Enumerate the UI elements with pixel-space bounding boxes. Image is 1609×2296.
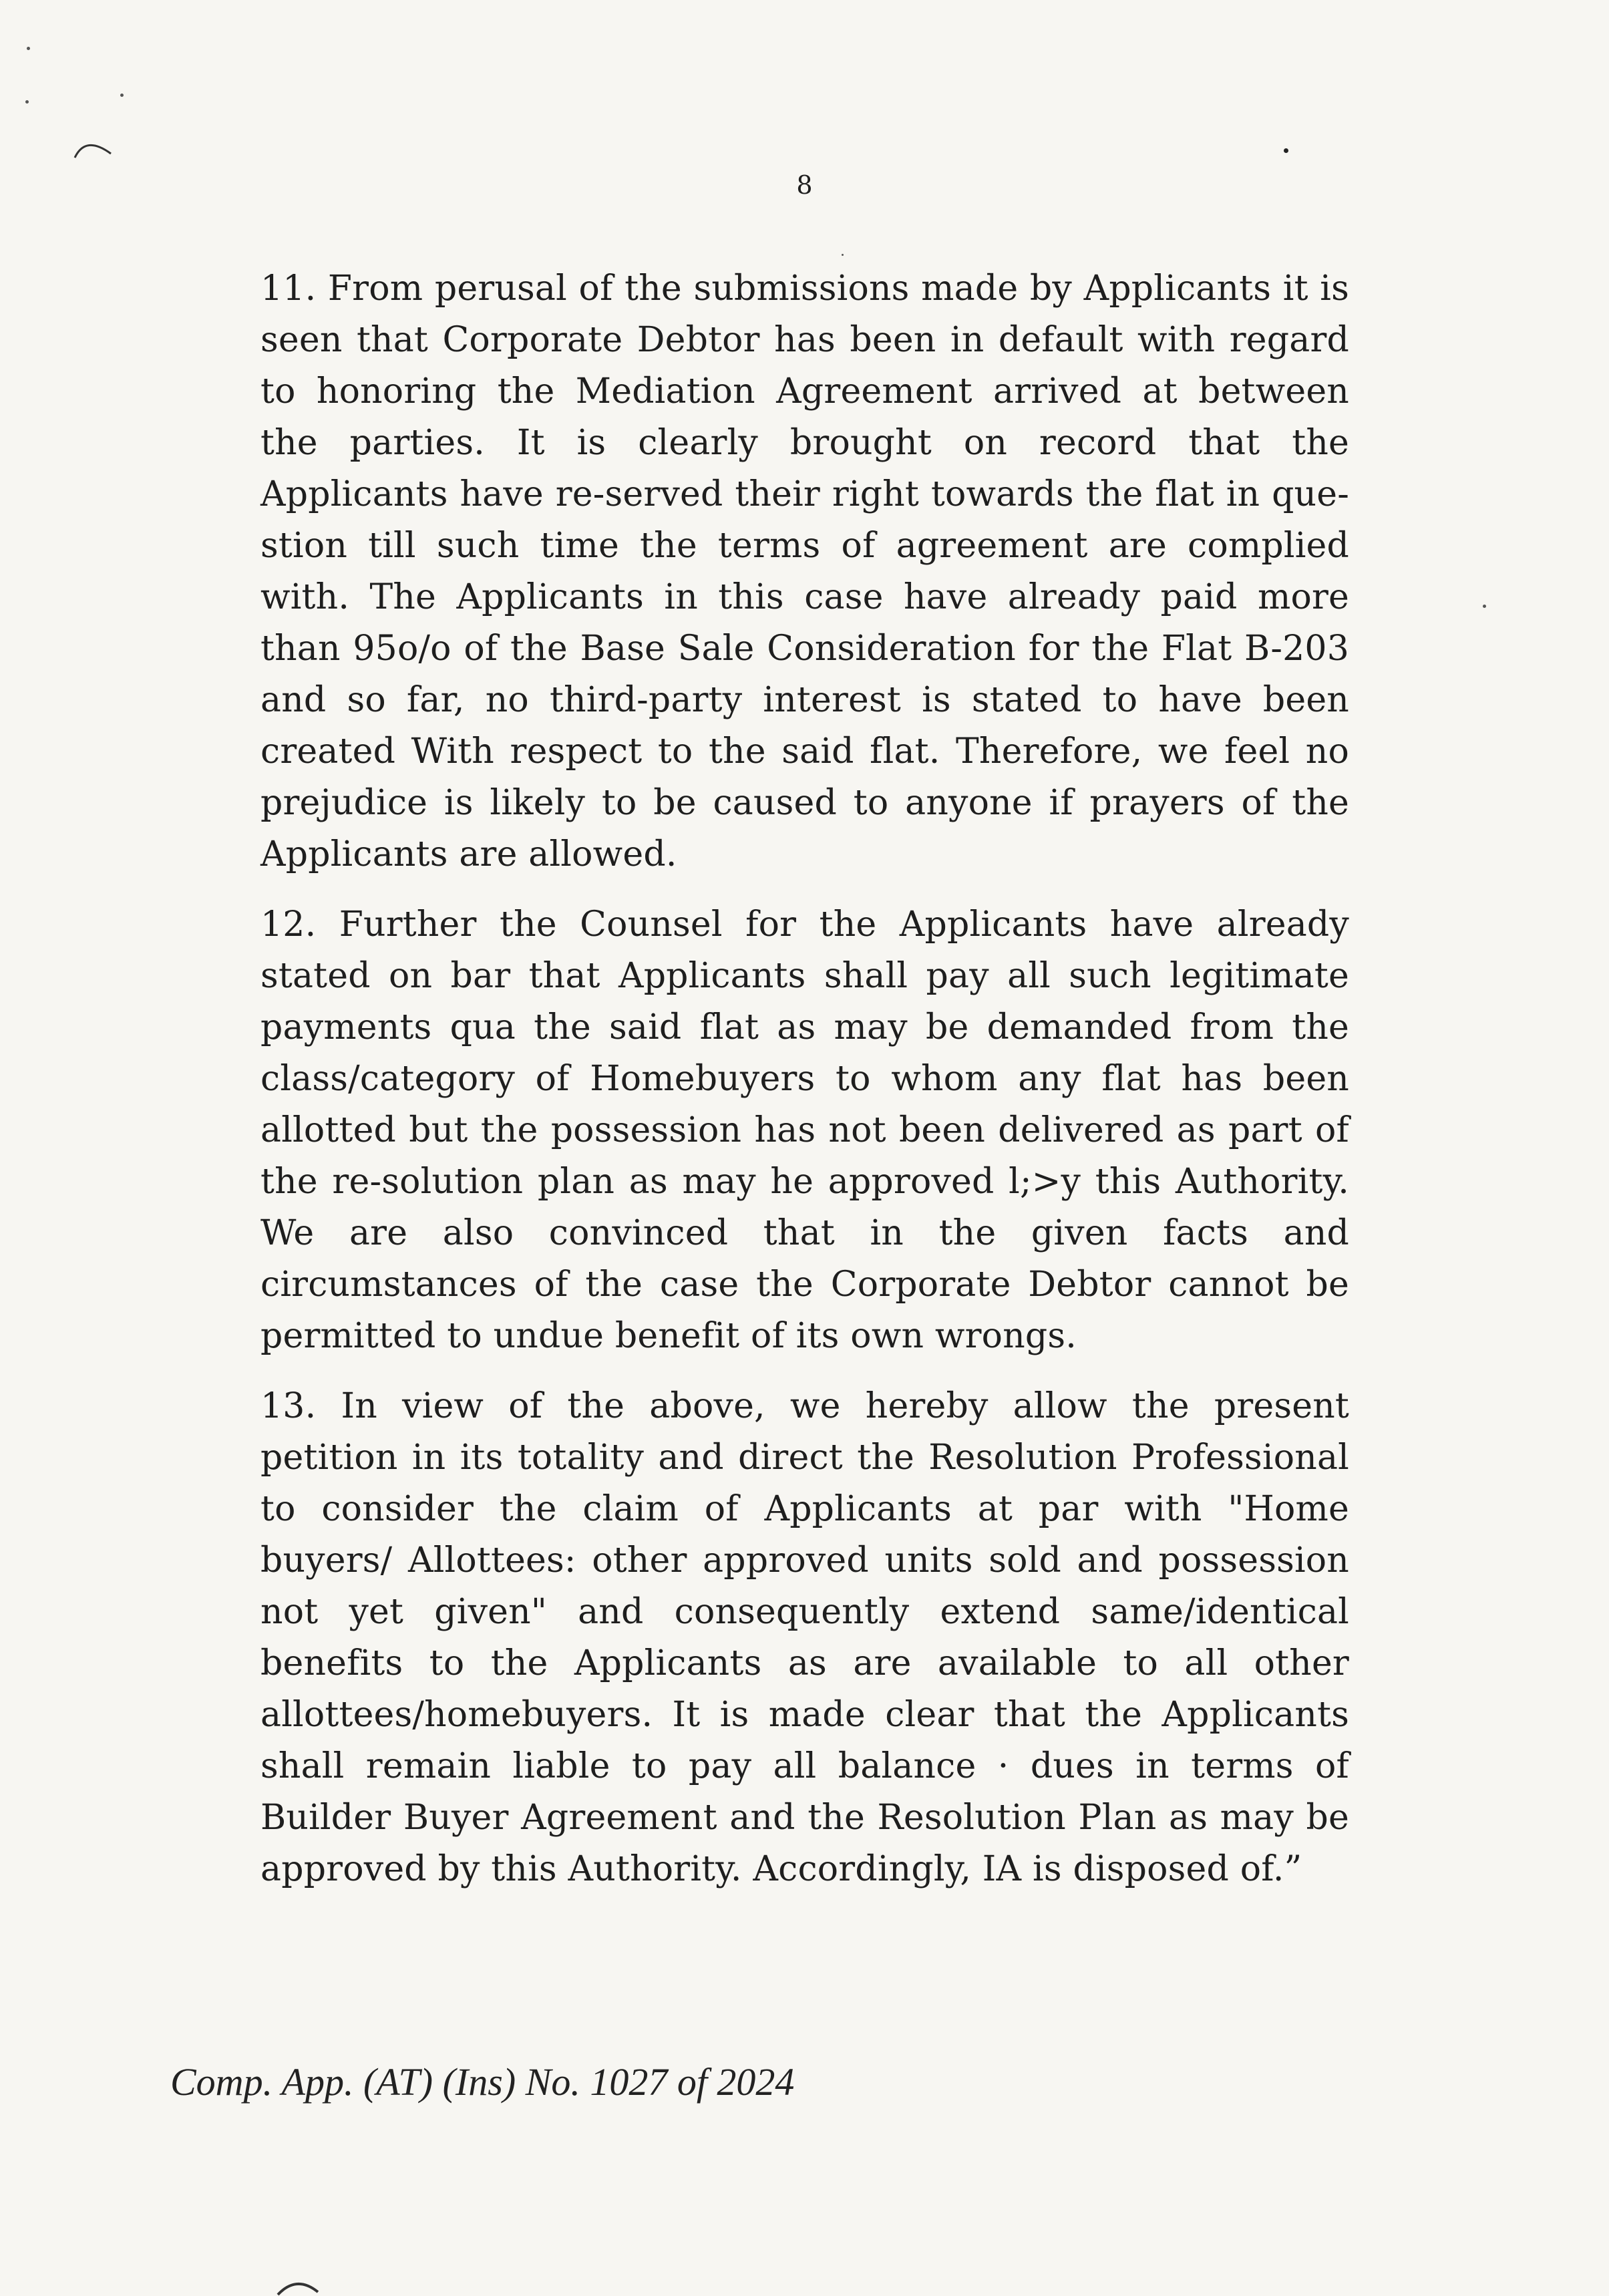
paragraph-13: 13. In view of the above, we hereby allow the present petition in its totality and direct the Resolution Professional to consider the claim of Applicants at par with "Home buyers/ Allottees: other approved units sold and possession not yet given" and consequently extend same/identical benefits to the Applicants as are available to all other allottees/homebuyers. It is made clear that the Applicants shall remain liable to pay all balance · dues in terms of Builder Buyer Agreement and the Resolution Plan as may be approved by this Authority. Accordingly, IA is disposed of.”	[260, 1386, 1349, 1889]
page-number: 8	[796, 170, 813, 200]
scan-speck	[1483, 605, 1486, 608]
paragraph-11: 11. From perusal of the submissions made by Applicants it is seen that Corporate Debtor has been in default with regard to honoring the Mediation Agreement arrived at between the parties. It is clearly brought on record that the Applicants have re-served their right towards the flat in que-stion till such time the terms of agreement are complied with. The Applicants in this case have already paid more than 95o/o of the Base Sale Consideration for the Flat B-203 and so far, no third-party interest is stated to have been created With respect to the said flat. Therefore, we feel no prejudice is likely to be caused to anyone if prayers of the Applicants are allowed.	[260, 269, 1349, 874]
paragraph-12: 12. Further the Counsel for the Applicants have already stated on bar that Applicants shall pay all such legitimate payments qua the said flat as may be demanded from the class/category of Homebuyers to whom any flat has been allotted but the possession has not been delivered as part of the re-solution plan as may he approved l;>y this Authority. We are also convinced that in the given facts and circumstances of the case the Corporate Debtor cannot be permitted to undue benefit of its own wrongs.	[260, 905, 1349, 1356]
scan-speck	[120, 94, 124, 97]
scan-speck	[1284, 148, 1288, 153]
scan-speck	[842, 254, 844, 256]
case-reference: Comp. App. (AT) (Ins) No. 1027 of 2024	[170, 2060, 795, 2104]
scan-mark-icon	[274, 2275, 321, 2296]
scan-speck	[25, 100, 29, 104]
scan-speck	[27, 47, 30, 50]
scan-mark-icon	[72, 134, 114, 160]
judgment-body	[260, 263, 1349, 1914]
